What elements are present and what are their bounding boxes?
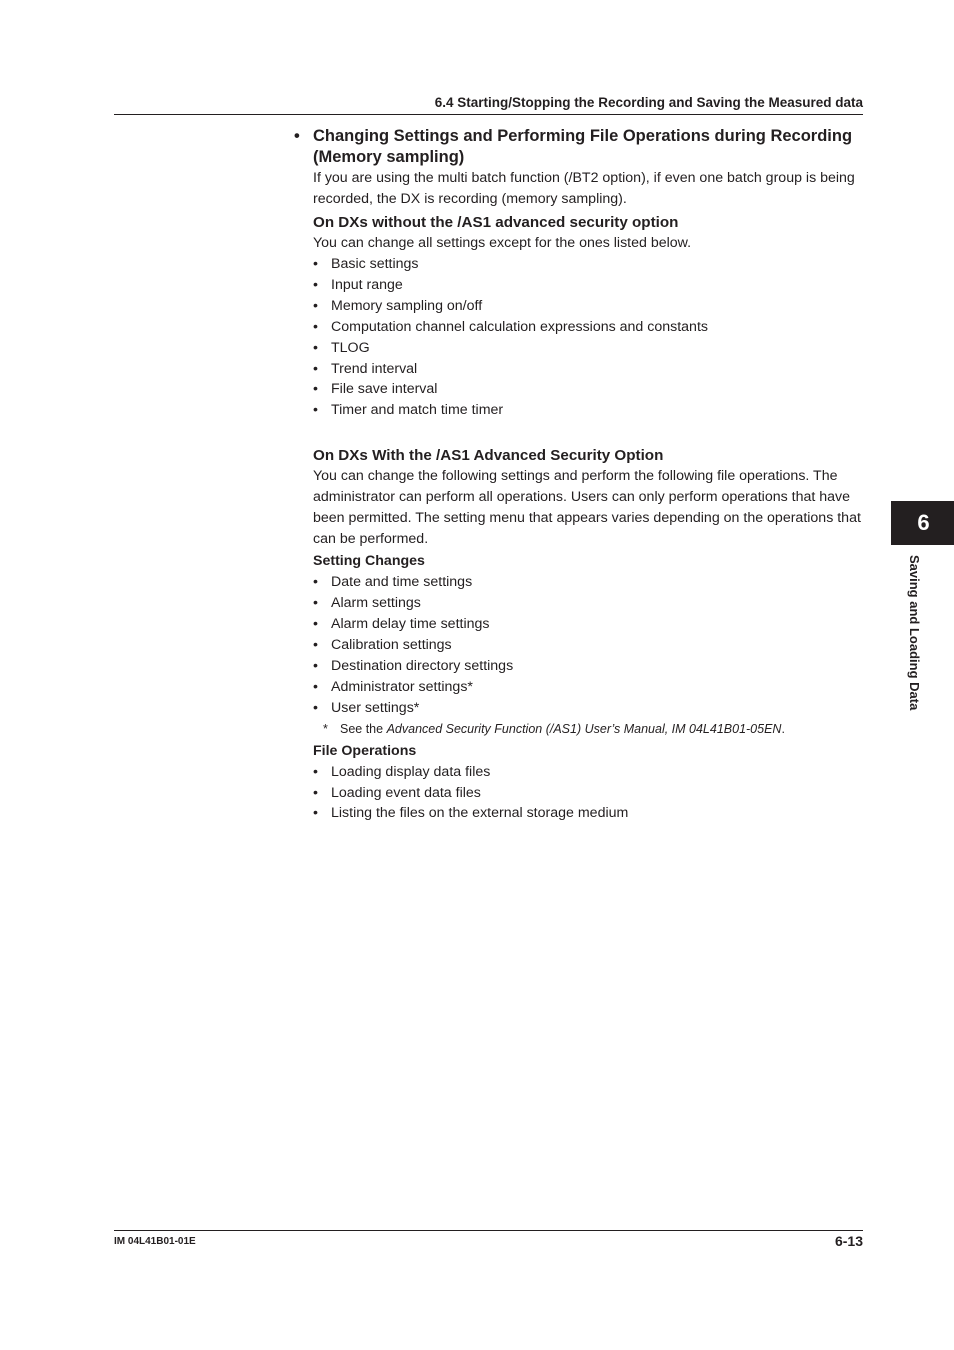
bullet-dot: • xyxy=(313,763,318,780)
bullet-dot: • xyxy=(313,574,318,591)
bullet-dot: • xyxy=(313,339,318,356)
list-item-text: Basic settings xyxy=(331,256,419,272)
list-item xyxy=(313,783,865,804)
chapter-tab: 6 xyxy=(891,501,954,545)
list-item-text: Loading event data files xyxy=(331,784,481,801)
list-item-text: User settings* xyxy=(331,699,420,716)
footnote-prefix: See the xyxy=(340,721,387,736)
section-bullet: • xyxy=(294,127,300,145)
footnote-mark: * xyxy=(323,721,328,736)
footnote-reference: Advanced Security Function (/AS1) User’s Manual, IM 04L41B01-05EN xyxy=(386,721,782,736)
list-item-text: Alarm settings xyxy=(331,595,421,612)
list-item xyxy=(313,677,865,698)
bullet-dot: • xyxy=(313,805,318,822)
list-item xyxy=(313,635,865,656)
list-item xyxy=(313,698,865,719)
bullet-dot: • xyxy=(313,699,318,716)
list-item xyxy=(313,275,865,296)
list-item xyxy=(313,359,865,380)
section-intro: If you are using the multi batch function (/BT2 option), if even one batch group is being recorded, the DX is recording (memory sampling). xyxy=(313,170,855,207)
document-id: IM 04L41B01-01E xyxy=(114,1236,196,1247)
list-item-text: Destination directory settings xyxy=(331,657,514,674)
chapter-side-label: Saving and Loading Data xyxy=(907,555,922,711)
list-item xyxy=(313,593,865,614)
without-as1-intro: You can change all settings except for the ones listed below. xyxy=(313,235,692,251)
list-item-text: TLOG xyxy=(331,339,370,356)
list-item-text: Loading display data files xyxy=(331,763,491,780)
file-operations-heading: File Operations xyxy=(313,742,417,759)
list-item xyxy=(313,572,865,593)
list-item-text: Listing the files on the external storage medium xyxy=(331,805,629,822)
list-item-text: Memory sampling on/off xyxy=(331,297,483,314)
list-item-text: File save interval xyxy=(331,381,438,398)
setting-changes-list xyxy=(313,572,865,718)
list-item xyxy=(313,614,865,635)
list-item xyxy=(313,803,865,824)
list-item-text: Date and time settings xyxy=(331,574,473,591)
bullet-dot: • xyxy=(313,276,318,293)
bullet-dot: • xyxy=(313,402,318,419)
list-item-text: Input range xyxy=(331,276,403,293)
bullet-dot: • xyxy=(313,297,318,314)
without-as1-list xyxy=(313,254,865,421)
list-item xyxy=(313,656,865,677)
list-item xyxy=(313,254,865,275)
footer-rule xyxy=(114,1230,863,1231)
list-item xyxy=(313,338,865,359)
bullet-dot: • xyxy=(313,678,318,695)
list-item-text: Administrator settings* xyxy=(331,678,473,695)
bullet-dot: • xyxy=(313,657,318,674)
bullet-dot: • xyxy=(313,381,318,398)
bullet-dot: • xyxy=(313,595,318,612)
file-operations-list xyxy=(313,762,865,825)
page-number: 6-13 xyxy=(834,1233,863,1249)
main-content xyxy=(294,126,865,824)
bullet-dot: • xyxy=(313,636,318,653)
footnote-suffix: . xyxy=(781,721,785,736)
list-item xyxy=(313,379,865,400)
section-title-line2: (Memory sampling) xyxy=(313,148,465,166)
bullet-dot: • xyxy=(313,784,318,801)
list-item-text: Timer and match time timer xyxy=(331,402,504,419)
list-item xyxy=(313,762,865,783)
list-item xyxy=(313,400,865,421)
bullet-dot: • xyxy=(313,616,318,633)
list-item-text: Computation channel calculation expressions and constants xyxy=(331,318,708,335)
footnote xyxy=(313,719,865,740)
with-as1-heading: On DXs With the /AS1 Advanced Security Option xyxy=(313,447,664,465)
section-heading xyxy=(294,126,865,168)
running-header: 6.4 Starting/Stopping the Recording and Saving the Measured data xyxy=(434,95,863,110)
without-as1-heading: On DXs without the /AS1 advanced security option xyxy=(313,214,679,231)
bullet-dot: • xyxy=(313,256,318,272)
list-item-text: Calibration settings xyxy=(331,636,452,653)
bullet-dot: • xyxy=(313,318,318,335)
header-rule xyxy=(114,114,863,115)
setting-changes-heading: Setting Changes xyxy=(313,553,425,570)
list-item-text: Trend interval xyxy=(331,360,418,377)
bullet-dot: • xyxy=(313,360,318,377)
with-as1-intro: You can change the following settings and perform the following file operations. The administrator can perform all operations. Users can only perform operations that have been permitted. The setting menu that appears varies depending on the operations that can be performed. xyxy=(313,468,861,548)
list-item xyxy=(313,317,865,338)
list-item xyxy=(313,296,865,317)
list-item-text: Alarm delay time settings xyxy=(331,616,490,633)
section-title-line1: Changing Settings and Performing File Operations during Recording xyxy=(313,127,853,145)
